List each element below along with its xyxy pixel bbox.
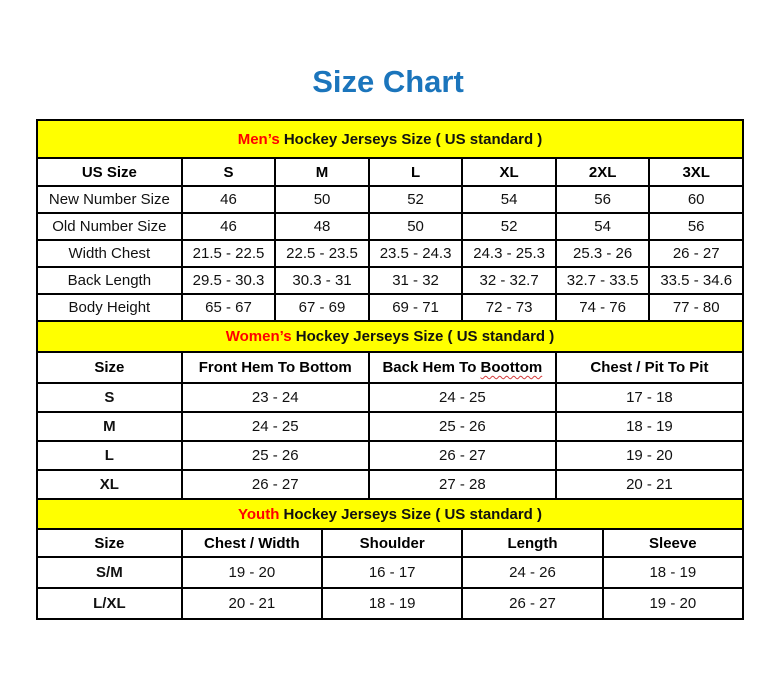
- row-label: Old Number Size: [37, 213, 182, 240]
- table-cell: 21.5 - 22.5: [182, 240, 276, 267]
- table-cell: 74 - 76: [556, 294, 650, 321]
- row-label: XL: [37, 470, 182, 499]
- column-header: Chest / Width: [182, 529, 322, 557]
- table-row: [37, 441, 743, 470]
- youth-heading-text: Hockey Jerseys Size ( US standard ): [279, 505, 542, 523]
- table-cell: 25.3 - 26: [556, 240, 650, 267]
- column-header: Chest / Pit To Pit: [556, 352, 743, 383]
- table-cell: 30.3 - 31: [275, 267, 369, 294]
- table-cell: 19 - 20: [556, 441, 743, 470]
- mens-section-heading-row: [37, 120, 743, 158]
- table-cell: 56: [649, 213, 743, 240]
- column-header-text: Back Hem To: [382, 359, 481, 376]
- table-cell: 48: [275, 213, 369, 240]
- table-cell: 18 - 19: [556, 412, 743, 441]
- womens-section-heading-row: [37, 321, 743, 352]
- row-label: New Number Size: [37, 186, 182, 213]
- column-header: XL: [462, 158, 556, 186]
- table-cell: 24.3 - 25.3: [462, 240, 556, 267]
- column-header: Length: [462, 529, 602, 557]
- table-cell: 32.7 - 33.5: [556, 267, 650, 294]
- table-cell: 33.5 - 34.6: [649, 267, 743, 294]
- column-header: 2XL: [556, 158, 650, 186]
- row-label: Back Length: [37, 267, 182, 294]
- table-cell: 24 - 25: [182, 412, 369, 441]
- table-cell: 20 - 21: [182, 588, 322, 619]
- row-label: S/M: [37, 557, 182, 588]
- table-cell: 23 - 24: [182, 383, 369, 412]
- column-header: 3XL: [649, 158, 743, 186]
- youth-size-table: [36, 498, 744, 620]
- table-row: [37, 412, 743, 441]
- table-cell: 67 - 69: [275, 294, 369, 321]
- table-row: [37, 294, 743, 321]
- table-cell: 16 - 17: [322, 557, 462, 588]
- table-cell: 77 - 80: [649, 294, 743, 321]
- row-label: Body Height: [37, 294, 182, 321]
- table-cell: 72 - 73: [462, 294, 556, 321]
- row-label: S: [37, 383, 182, 412]
- table-cell: 19 - 20: [603, 588, 743, 619]
- table-cell: 50: [369, 213, 463, 240]
- table-cell: 50: [275, 186, 369, 213]
- table-cell: 18 - 19: [603, 557, 743, 588]
- table-row: [37, 267, 743, 294]
- table-cell: 56: [556, 186, 650, 213]
- table-cell: 54: [556, 213, 650, 240]
- table-row: [37, 557, 743, 588]
- table-cell: 60: [649, 186, 743, 213]
- womens-header-row: [37, 352, 743, 383]
- table-cell: 31 - 32: [369, 267, 463, 294]
- table-row: [37, 383, 743, 412]
- column-header: L: [369, 158, 463, 186]
- youth-section-heading-row: [37, 499, 743, 529]
- mens-header-row: [37, 158, 743, 186]
- table-row: [37, 186, 743, 213]
- table-cell: 26 - 27: [182, 470, 369, 499]
- misspelled-word: Boottom: [480, 359, 543, 376]
- column-header: [369, 352, 556, 383]
- youth-section-heading: [37, 499, 743, 529]
- table-cell: 29.5 - 30.3: [182, 267, 276, 294]
- page-title: Size Chart: [312, 64, 464, 99]
- table-cell: 52: [369, 186, 463, 213]
- table-cell: 19 - 20: [182, 557, 322, 588]
- mens-section-heading: [37, 120, 743, 158]
- table-cell: 65 - 67: [182, 294, 276, 321]
- column-header: M: [275, 158, 369, 186]
- table-cell: 52: [462, 213, 556, 240]
- table-cell: 32 - 32.7: [462, 267, 556, 294]
- row-label: M: [37, 412, 182, 441]
- table-row: [37, 588, 743, 619]
- size-tables-container: [36, 119, 744, 620]
- column-header: US Size: [37, 158, 182, 186]
- womens-heading-accent: Women’s: [225, 328, 292, 345]
- womens-section-heading: [37, 321, 743, 352]
- mens-heading-accent: Men’s: [237, 130, 280, 148]
- column-header: Shoulder: [322, 529, 462, 557]
- table-row: [37, 213, 743, 240]
- table-row: [37, 240, 743, 267]
- column-header: Front Hem To Bottom: [182, 352, 369, 383]
- mens-heading-text: Hockey Jerseys Size ( US standard ): [279, 130, 543, 148]
- table-cell: 26 - 27: [369, 441, 556, 470]
- table-cell: 24 - 26: [462, 557, 602, 588]
- table-cell: 25 - 26: [182, 441, 369, 470]
- table-cell: 18 - 19: [322, 588, 462, 619]
- table-cell: 46: [182, 213, 276, 240]
- table-cell: 22.5 - 23.5: [275, 240, 369, 267]
- table-row: [37, 470, 743, 499]
- table-cell: 23.5 - 24.3: [369, 240, 463, 267]
- row-label: Width Chest: [37, 240, 182, 267]
- column-header: Size: [37, 352, 182, 383]
- table-cell: 20 - 21: [556, 470, 743, 499]
- table-cell: 26 - 27: [649, 240, 743, 267]
- row-label: L: [37, 441, 182, 470]
- youth-heading-accent: Youth: [238, 505, 280, 523]
- table-cell: 25 - 26: [369, 412, 556, 441]
- table-cell: 54: [462, 186, 556, 213]
- column-header: Size: [37, 529, 182, 557]
- table-cell: 46: [182, 186, 276, 213]
- row-label: L/XL: [37, 588, 182, 619]
- youth-header-row: [37, 529, 743, 557]
- column-header: S: [182, 158, 276, 186]
- womens-size-table: [36, 320, 744, 500]
- table-cell: 69 - 71: [369, 294, 463, 321]
- table-cell: 26 - 27: [462, 588, 602, 619]
- table-cell: 17 - 18: [556, 383, 743, 412]
- table-cell: 27 - 28: [369, 470, 556, 499]
- mens-size-table: [36, 119, 744, 322]
- womens-heading-text: Hockey Jerseys Size ( US standard ): [291, 328, 555, 345]
- table-cell: 24 - 25: [369, 383, 556, 412]
- column-header: Sleeve: [603, 529, 743, 557]
